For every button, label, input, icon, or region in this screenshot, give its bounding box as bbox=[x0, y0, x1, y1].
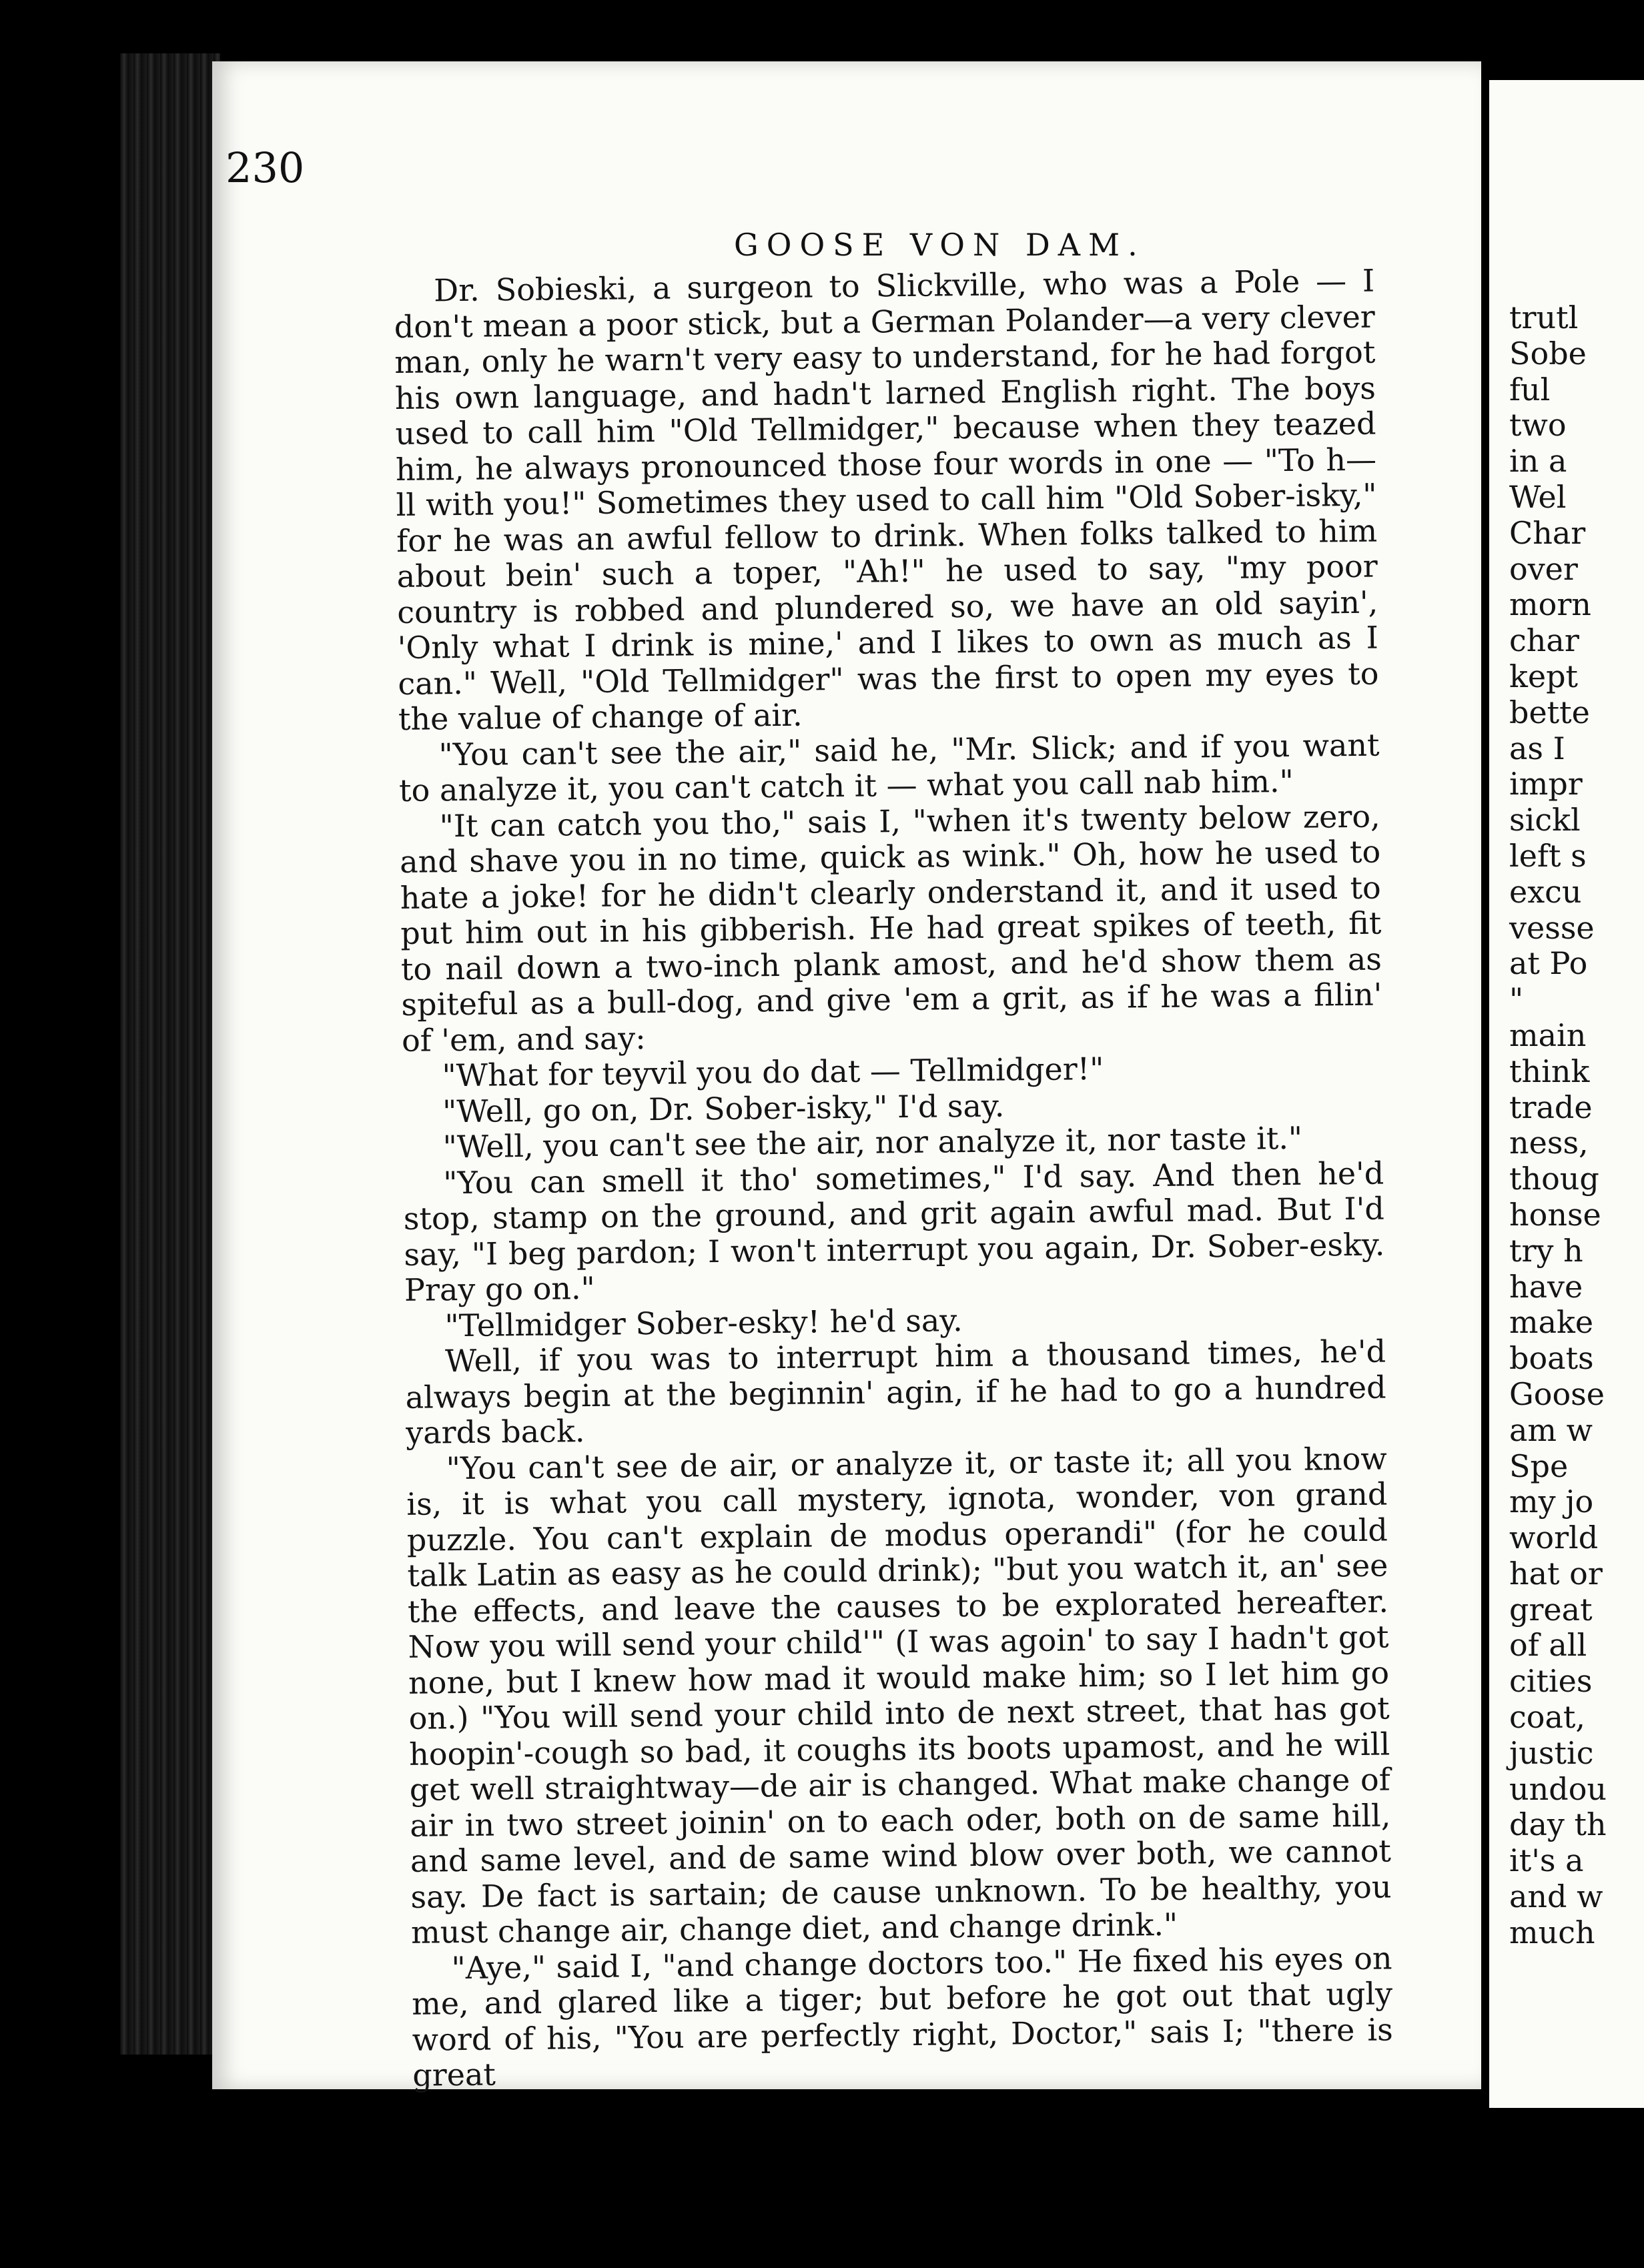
facing-page-line: try h bbox=[1509, 1232, 1583, 1269]
paragraph: "Well, go on, Dr. Sober-isky," I'd say. bbox=[442, 1087, 1005, 1129]
facing-page-line: coat, bbox=[1509, 1699, 1585, 1736]
facing-page-line: make bbox=[1509, 1304, 1594, 1341]
facing-page-line: morn bbox=[1509, 586, 1591, 623]
facing-page-line: it's a bbox=[1509, 1842, 1584, 1879]
facing-page-line: have bbox=[1509, 1268, 1583, 1305]
facing-page-line: char bbox=[1509, 622, 1579, 659]
facing-page-line: cities bbox=[1509, 1663, 1593, 1700]
paragraph: Well, if you was to interrupt him a thousand times, he'd always begin at the beginnin' agin, if he had to go a hundred yards back. bbox=[405, 1333, 1386, 1451]
facing-page-line: main bbox=[1509, 1017, 1587, 1053]
facing-page-line: trutl bbox=[1509, 300, 1579, 336]
facing-page-line: ful bbox=[1509, 371, 1551, 408]
facing-page-line: Goose bbox=[1509, 1375, 1605, 1412]
paragraph: "You can smell it tho' sometimes," I'd say. And then he'd stop, stamp on the ground, and grit again awful mad. But I'd say, "I beg pardon; I won't interrupt you again, Dr. Sober-esky. Pray go on." bbox=[403, 1155, 1385, 1308]
facing-page-line: bette bbox=[1509, 694, 1590, 730]
facing-page-line: Spe bbox=[1509, 1448, 1569, 1484]
facing-page-line: over bbox=[1509, 550, 1578, 587]
facing-page-line: my jo bbox=[1509, 1484, 1594, 1520]
facing-page-line: much bbox=[1509, 1914, 1595, 1950]
facing-page-line: Char bbox=[1509, 514, 1586, 551]
facing-page-line: great bbox=[1509, 1591, 1593, 1628]
facing-page-line: thoug bbox=[1509, 1161, 1599, 1197]
facing-page-line: impr bbox=[1509, 766, 1583, 802]
book-binding-edge bbox=[120, 53, 220, 2055]
paragraph: "You can't see the air," said he, "Mr. Slick; and if you want to analyze it, you can't catch it — what you call nab him." bbox=[398, 726, 1380, 808]
facing-page-line: honse bbox=[1509, 1196, 1601, 1233]
facing-page-line: excu bbox=[1509, 873, 1582, 910]
facing-page-line: Wel bbox=[1509, 478, 1567, 515]
facing-page-line: " bbox=[1509, 981, 1524, 1018]
facing-page-line: am w bbox=[1509, 1411, 1593, 1448]
paragraph: "It can catch you tho," sais I, "when it's twenty below zero, and shave you in no time, quick as wink." Oh, how he used to hate a joke! for he didn't clearly onderstand it, and it used to put him out in his gibberish. He had great spikes of teeth, fit to nail down a two-inch plank amost, and he'd show them as spiteful as a bull-dog, and give 'em a grit, as if he was a filin' of 'em, and say: bbox=[399, 798, 1382, 1059]
facing-page-line: and w bbox=[1509, 1878, 1603, 1915]
paragraph: "Well, you can't see the air, nor analyze it, nor taste it." bbox=[442, 1119, 1303, 1165]
facing-page-line: left s bbox=[1509, 837, 1587, 874]
paragraph: "Aye," said I, "and change doctors too." He fixed his eyes on me, and glared like a tiger; but before he got out that ugly word of his, "You are perfectly right, Doctor," sais I; "there is great bbox=[411, 1939, 1393, 2093]
facing-page-line: hat or bbox=[1509, 1555, 1603, 1592]
facing-page-line: think bbox=[1509, 1053, 1590, 1089]
facing-page-line: trade bbox=[1509, 1089, 1593, 1125]
running-title: GOOSE VON DAM. bbox=[734, 227, 1146, 263]
facing-page-line: day th bbox=[1509, 1806, 1607, 1843]
facing-page-line: sickl bbox=[1509, 802, 1581, 838]
facing-page-line: world bbox=[1509, 1520, 1599, 1556]
facing-page-text bbox=[1509, 300, 1607, 1951]
facing-page-line: two bbox=[1509, 407, 1567, 444]
facing-page-line: at Po bbox=[1509, 945, 1588, 982]
facing-page-line: boats bbox=[1509, 1340, 1594, 1377]
facing-page-line: in a bbox=[1509, 443, 1567, 480]
facing-page bbox=[1489, 80, 1644, 2108]
paragraph: "You can't see de air, or analyze it, or taste it; all you know is, it is what you call mystery, ignota, wonder, von grand puzzle. You can't explain de modus operandi" (for he could talk Latin as easy as he could drink); "but you watch it, an' see the effects, and leave the causes to be explorated hereafter. Now you will send your child'" (I was agoin' to say I hadn't got none, but I knew how mad it would make him; so I let him go on.) "You will send your child into de next street, that has got hoopin'-cough so bad, it coughs its boots upamost, and he will get well straightway—de air is changed. What make change of air in two street joinin' on to each oder, both on de same hill, and same level, and de same wind blow over both, we cannot say. De fact is sartain; de cause unknown. To be healthy, you must change air, change diet, and change drink." bbox=[406, 1440, 1392, 1950]
facing-page-line: as I bbox=[1509, 730, 1565, 766]
paragraph: "What for teyvil you do dat — Tellmidger!" bbox=[442, 1050, 1104, 1094]
facing-page-line: Sobe bbox=[1509, 335, 1587, 372]
page-number: 230 bbox=[226, 143, 305, 192]
facing-page-line: of all bbox=[1509, 1627, 1587, 1664]
facing-page-line: vesse bbox=[1509, 909, 1595, 946]
facing-page-line: undou bbox=[1509, 1770, 1607, 1807]
page-body bbox=[394, 263, 1393, 2094]
facing-page-line: kept bbox=[1509, 658, 1579, 694]
facing-page-line: justic bbox=[1509, 1734, 1594, 1771]
facing-page-line: ness, bbox=[1509, 1125, 1589, 1161]
paragraph: Dr. Sobieski, a surgeon to Slickville, who was a Pole — I don't mean a poor stick, but a German Polander—a very clever man, only he warn't very easy to understand, for he had forgot his own language, and hadn't larned English right. The boys used to call him "Old Tellmidger," because when they teazed him, he always pronounced those four words in one — "To h—ll with you!" Sometimes they used to call him "Old Sober-isky," for he was an awful fellow to drink. When folks talked to him about bein' such a toper, "Ah!" he used to say, "my poor country is robbed and plundered so, we have an old sayin', 'Only what I drink is mine,' and I likes to own as much as I can." Well, "Old Tellmidger" was the first to open my eyes to the value of change of air. bbox=[394, 262, 1379, 737]
paragraph: "Tellmidger Sober-esky! he'd say. bbox=[444, 1301, 963, 1343]
